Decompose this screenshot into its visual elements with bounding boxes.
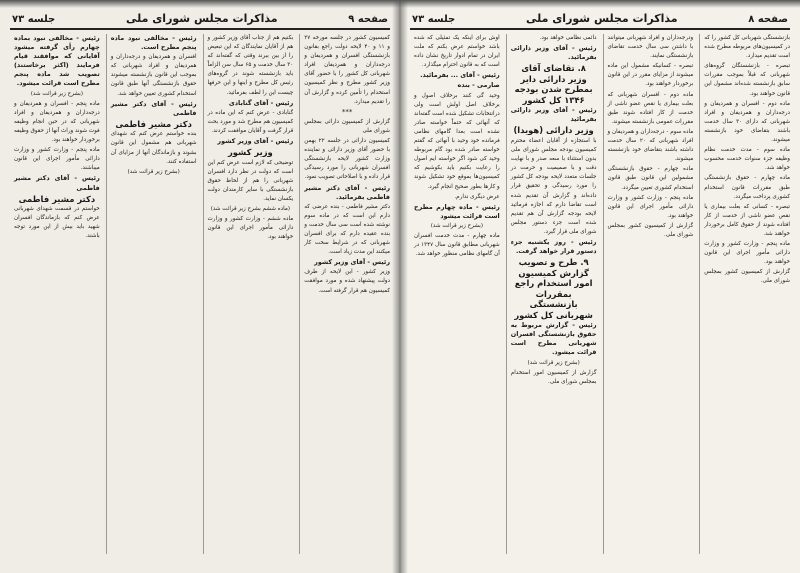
section-heading: وزیر کشور: [227, 147, 273, 158]
paragraph: ماده سوم - مدت خدمت نظام وظیفه جزء سنوات خدمت محسوب خواهد شد.: [704, 147, 790, 172]
paragraph: گزارش از کمیسیون امور استخدام بمجلس شورای ملی.: [510, 369, 597, 385]
publication-title: مذاکرات مجلس شورای ملی: [125, 12, 278, 25]
speaker-line: رئیس - آقای ... بفرمائید.: [420, 71, 500, 80]
paragraph: تبصره - بازنشستگان گروه‌های شهربانی که قبلاً بموجب مقررات سابق بازنشسته شده‌اند مشمول این قانون خواهند بود.: [704, 63, 790, 97]
paragraph: تبصره - کسانی که بعلت بیماری یا نقص عضو ناشی از خدمت از کار افتاده شوند از حقوق کامل برخوردار خواهند شد.: [704, 203, 790, 237]
speaker-line: رئیس - آقای وزیر دارائی بفرمائید: [510, 106, 597, 124]
paragraph: ماده سوم - درجه‌داران و همردیفان و افراد شهربانی که ۲۰ سال خدمت داشته باشند بتقاضای خود بازنشسته میشوند.: [607, 128, 694, 163]
paragraph: بکنیم هم از جناب آقای وزیر کشور و هم از آقایان نمایندگان که این تبعیض را از بین ببرند وقتی که گفته‌اند که ۳۰ سال خدمت و ۶۵ سال سن الزاماً باید بازنشسته شوند در گروه‌های رئیس کل مطرح و اینها و این حرفها چیست این را لطف بفرمائید.: [207, 35, 294, 96]
paragraph: ماده ششم - وزارت کشور و وزارت دارائی مأمور اجرای این قانون خواهند بود.: [207, 216, 294, 241]
page-number: صفحه ۸: [748, 14, 788, 25]
paragraph: کمیسیون کشور در جلسه مورخه ۲۷ و ۱۱ و ۴۰ لایحه دولت راجع بقانون بازنشستگی افسران و همردیفان و درجه‌داران و همردیفان افراد شهربانی کل کشور را با حضور آقای وزیر کشور مطرح و نظر کمیسیون استخدام را تأمین کرده و گزارش آن را تقدیم میدارد.: [304, 35, 390, 105]
paragraph: بنده خواستم عرض کنم که شهدای شهربانی هم مشمول این قانون بشوند و بازماندگان آنها از مزایای آن استفاده کنند.: [110, 131, 197, 165]
paragraph: گنابادی - عرض کنم که این ماده در کمیسیون هم مطرح شد و مورد بحث قرار گرفت و آقایان موافقت کردند.: [207, 109, 294, 134]
publication-title: مذاکرات مجلس شورای ملی: [525, 12, 678, 25]
speaker-line: رئیس - آقای دکتر مشیر فاطمی: [110, 99, 197, 117]
text-column: [10, 34, 100, 554]
scan-top-shadow: [0, 0, 800, 8]
paragraph: توضیحی که لازم است عرض کنم این است که دولت در نظر دارد افسران شهربانی را هم از لحاظ حقوق بازنشستگی با سایر کارمندان دولت یکسان نماید.: [207, 159, 294, 202]
speaker-line: رئیس - مخالفی نبود ماده پنجم مطرح است.: [110, 34, 197, 52]
paragraph: گزارش از کمیسیون کشور بمجلس شورای ملی.: [607, 222, 694, 238]
speaker-line: رئیس - آقای وزیر کشور: [217, 137, 294, 146]
paragraph: دائمی نظامی خواهد بود.: [539, 35, 597, 41]
stage-note: (ماده ششم بشرح زیر قرائت شد): [210, 206, 291, 213]
paragraph: با استجازه از آقایان اعضاء محترم کمیسیون بودجه مجلس شورای ملی بدون استثناء با سعه صدر و با نهایت دقت و با صمیمیت و حرمت در جلسات متعدد لایحه بودجه کل کشور را مورد رسیدگی و تحقیق قرار داده‌اند و گزارش آن تقدیم شده است تقاضا دارم که اجازه فرمائید لایحه بودجه گزارش آن هم تقدیم شده است جزء دستور مجلس شورای ملی قرار گیرد.: [510, 137, 597, 235]
speaker-line: رئیس - مخالفی نبود بماده چهارم رأی گرفته میشود آقایانی که موافقند قیام فرمایند (اکثر برخاستند) تصویب شد ماده پنجم مطرح است قرائت میشود.: [14, 34, 100, 88]
stage-note: (بشرح زیر قرائت شد): [30, 90, 84, 97]
right-page-header: [410, 8, 790, 30]
text-column: [506, 34, 597, 554]
paragraph: بازنشستگی شهربانی کل کشور را که در کمیسیون‌های مربوطه مطرح شده است تقدیم میدارد.: [704, 35, 790, 60]
session-number: جلسه ۷۳: [12, 14, 56, 25]
paragraph: تبصره - کسانیکه مشمول این ماده میشوند از مزایای مقرر در این قانون برخوردار خواهند بود.: [607, 63, 694, 88]
right-page-columns: [410, 34, 790, 554]
right-page: [400, 0, 800, 573]
paragraph: گزارش از کمیسیون کشور بمجلس شورای ملی.: [704, 269, 790, 285]
section-heading: ۸. تقاضای آقای وزیر دارائی دایر بمطرح شدن بودجه ۱۳۴۶ کل کشور: [514, 63, 593, 105]
text-column: [106, 34, 197, 554]
speaker-line: رئیس - گزارش مربوط به حقوق بازنشستگی افسران شهربانی مطرح است قرائت میشود.: [510, 321, 597, 357]
paragraph: کمیسیون دارائی در جلسه ۲۲ بهمن با حضور آقای وزیر دارائی و نماینده وزارت کشور لایحه بازنشستگی افسران شهربانی را مورد رسیدگی قرار داده و با اصلاحاتی تصویب نمود.: [304, 138, 390, 181]
speaker-line: رئیس - آقای دکتر مشیر فاطمی: [14, 174, 100, 192]
speaker-line: صارمی - بنده: [457, 81, 500, 90]
page-number: صفحه ۹: [348, 14, 388, 25]
ornament-divider: ***: [341, 107, 353, 116]
section-heading: ۹. طرح و تصویب گزارش کمیسیون امور استخدام راجع بمقررات بازنشستگی شهربانی کل کشور: [514, 257, 593, 320]
section-heading: دکتر مشیر فاطمی: [18, 193, 96, 204]
paragraph: ماده چهارم - مدت خدمت افسران شهربانی مطابق قانون سال ۱۳۴۷ در آن گامهای نظامی منظور خواهد شد.: [414, 232, 500, 258]
speaker-line: رئیس - روز یکشنبه جزء دستور قرار خواهد گرفت.: [510, 238, 597, 256]
text-column: [203, 34, 294, 554]
paragraph: وزیر کشور - این لایحه از طرف دولت پیشنهاد شده و مورد موافقت کمیسیون هم قرار گرفته است.: [304, 269, 390, 294]
left-page-columns: [10, 34, 390, 554]
stage-note: (بشرح زیر قرائت شد): [430, 222, 484, 229]
paragraph: گزارش از کمیسیون دارائی بمجلس شورای ملی: [304, 118, 390, 134]
paragraph: ماده پنجم - وزارت کشور و وزارت دارائی مأمور اجرای این قانون میباشند.: [14, 147, 100, 172]
speaker-line: رئیس - ماده چهارم مطرح است قرائت میشود: [414, 202, 500, 220]
session-number: جلسه ۷۳: [412, 14, 456, 25]
speaker-line: رئیس - آقای دکتر مشیر فاطمی بفرمائید.: [304, 183, 390, 201]
paragraph: ماده پنجم - وزارت کشور و وزارت دارائی مأمور اجرای این قانون خواهند بود.: [704, 241, 790, 266]
paragraph: ماده پنجم - وزارت کشور و وزارت دارائی مأمور اجرای این قانون خواهند بود.: [607, 194, 694, 219]
paragraph: وحید گی کنند برخلاف اصول و برخلاف اصل اولش است ولی درانتخابات تشکیل شده است گفته‌اند که آنهائی که حتماً خواسته صادر نشده است بعدا گامهای نظامی فرمانده خود وحید با آنهائی که گفتم خواسته صادر شده بود گام مربوطه وحید کی شود اگر خواسته ایم اصول را رعایت بکنیم باید بکوشیم که کمیسیون‌ها بموقع خود تشکیل شوند و کارها بطور صحیح انجام گیرد.: [414, 92, 500, 190]
paragraph: دکتر مشیر فاطمی - بنده عرضی که دارم این است که در ماده سوم نوشته شده است سی سال خدمت و بنده عقیده دارم که برای افسران شهربانی که در شرایط سخت کار میکنند این مدت زیاد است.: [304, 203, 390, 256]
paragraph: ماده پنجم - افسران و همردیفان و درجه‌داران و همردیفان و افراد شهربانی که در حین انجام وظیفه فوت شوند وراث آنها از حقوق وظیفه برخوردار خواهند بود.: [14, 100, 100, 144]
text-column: [699, 34, 790, 554]
section-heading: دکتر مشیر فاطمی: [115, 118, 192, 129]
paragraph: خواستم در قسمت شهدای شهربانی عرض کنم که بازماندگان افسران شهید باید بیش از این مورد توجه باشند.: [14, 206, 100, 240]
page-gutter-shadow: [392, 0, 408, 573]
speaker-line: رئیس - آقای گنابادی: [228, 98, 294, 107]
section-heading: وزیر دارائی (هویدا): [513, 125, 594, 136]
paragraph: ماده چهارم - حقوق بازنشستگی طبق مقررات قانون استخدام کشوری پرداخت میگردد.: [704, 175, 790, 200]
paragraph: اوش برای اینکه یک تمثیلی که شده باشد خواستم عرض بکنم که ملت ایران در تمام ادوار تاریخ نشان داده است که به قانون احترام میگذارد.: [414, 35, 500, 69]
stage-note: (بشرح زیر قرائت شد): [127, 168, 180, 175]
paragraph: ماده دوم - افسران شهربانی که بعلت بیماری یا نقص عضو ناشی از خدمت از کار افتاده شوند طبق مقررات عمومی بازنشسته میشوند.: [607, 91, 694, 125]
paragraph: ودرجه‌داران و افراد شهربانی میتوانند با داشتن سی سال خدمت تقاضای بازنشستگی نمایند.: [607, 35, 694, 60]
speaker-line: رئیس - آقای وزیر کشور: [314, 258, 390, 267]
stage-note: (بشرح زیر قرائت شد): [527, 359, 580, 366]
paragraph: ماده دوم - افسران و همردیفان و درجه‌داران و همردیفان و افراد شهربانی که دارای ۳۰ سال خدمت باشند بتقاضای خود بازنشسته میشوند.: [704, 100, 790, 144]
speaker-line: رئیس - آقای وزیر دارائی بفرمائید.: [510, 44, 597, 62]
paragraph: عرض دیگری ندارم.: [454, 193, 500, 200]
text-column: [603, 34, 694, 554]
text-column: [410, 34, 500, 554]
paragraph: افسران و همردیفان و درجه‌داران و همردیفان و افراد شهربانی که بموجب این قانون بازنشسته میشوند حقوق بازنشستگی آنها طبق قانون استخدام کشوری تعیین خواهد شد.: [110, 54, 197, 97]
paragraph: ماده چهارم - حقوق بازنشستگی مشمولین این قانون طبق قانون استخدام کشوری تعیین میگردد.: [607, 166, 694, 191]
text-column: [299, 34, 390, 554]
left-page-header: [10, 8, 390, 30]
